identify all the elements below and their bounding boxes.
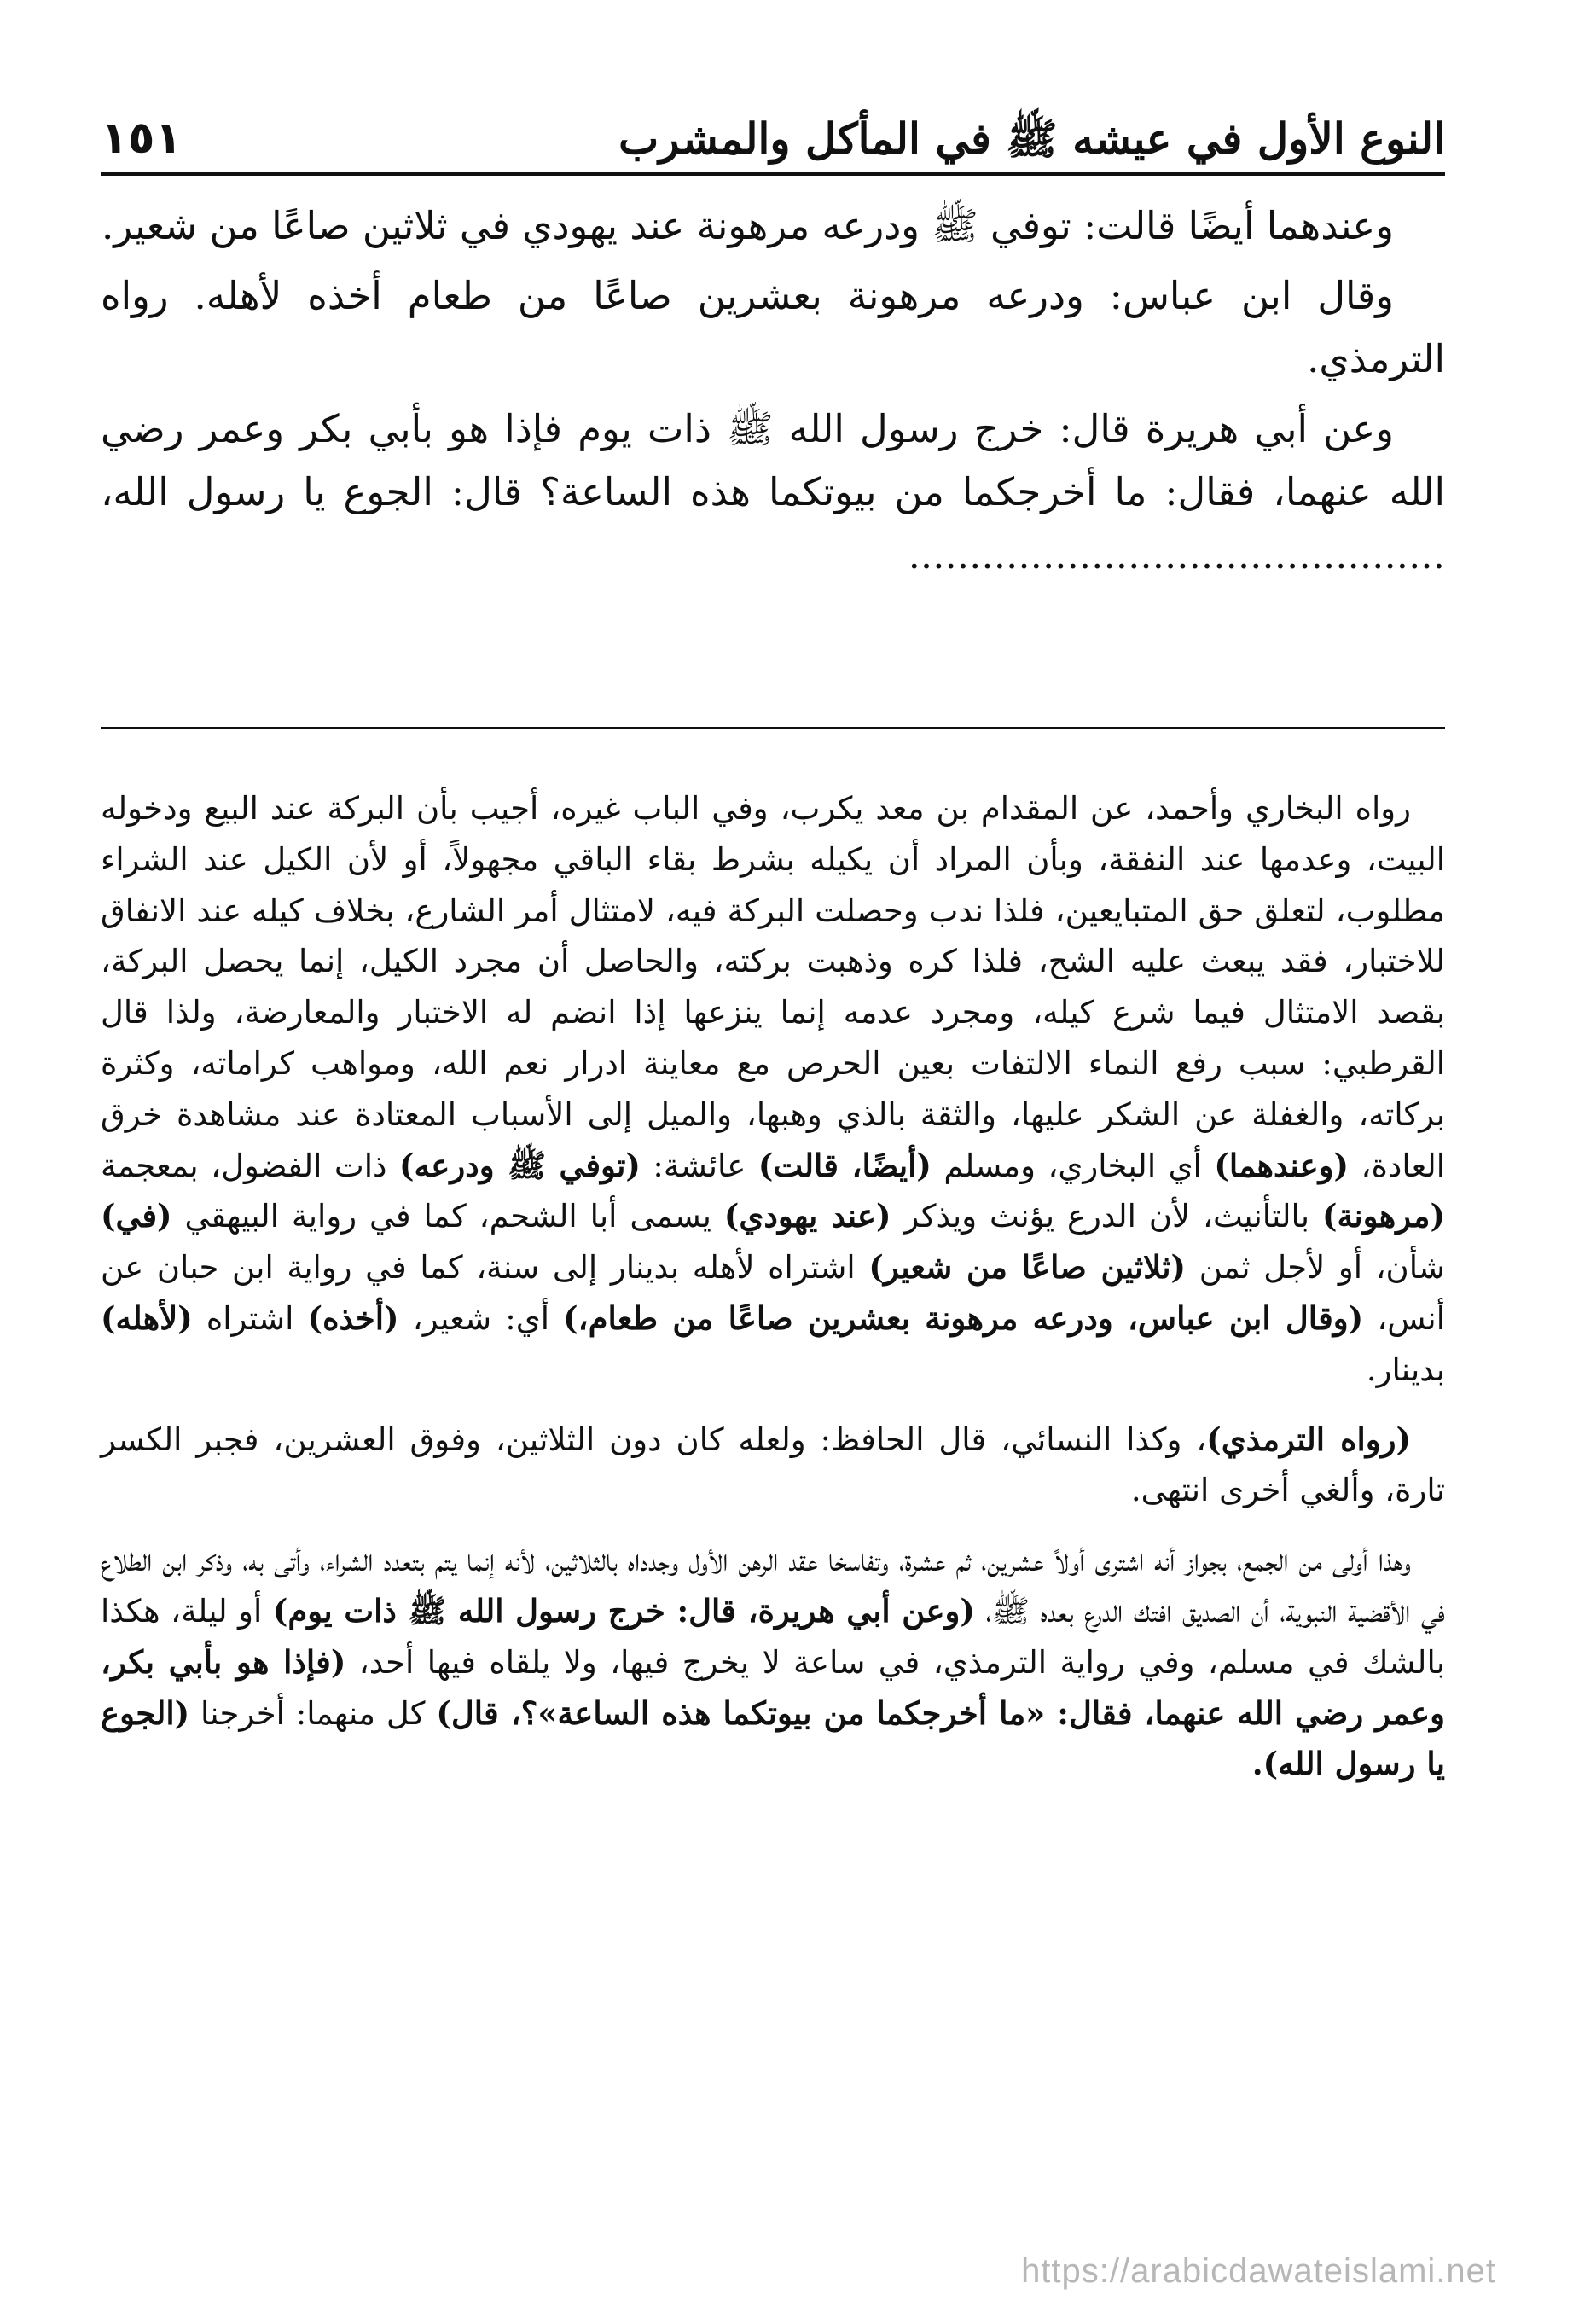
hadith-paragraph [101,398,1445,587]
commentary-quote: (أيضًا، قالت) [757,1146,932,1184]
hadith-paragraph: وقال ابن عباس: ودرعه مرهونة بعشرين صاعًا من طعام أخذه لأهله. رواه الترمذي. [101,273,1445,381]
commentary-span: يسمى أبا الشحم، كما في رواية البيهقي [184,1198,711,1235]
commentary-quote: (وعندهما) [1214,1146,1350,1184]
commentary-span: وهذا أولى من الجمع، بجواز أنه اشترى أولاً عشرين، ثم عشرة، وتفاسخا عقد الرهن الأول وجدداه بالثلاثين، لأنه إنما يتم بتعدد الشراء، وأتى به، وذكر ابن الطلاع في الأقضية النبوية، أن الصديق افتك الدرع بعده ﷺ، [101,1542,1445,1630]
hadith-text [101,195,1445,587]
commentary-separator [101,727,1445,729]
commentary-span: أي: شعير، [412,1299,549,1337]
commentary-quote: (لأهله) [101,1299,193,1337]
continuation-dots: ............................................ [908,532,1445,578]
commentary-quote: (فإذا هو بأبي بكر، وعمر رضي الله عنهما، فقال: «ما أخرجكما من بيوتكما هذه الساعة»؟، قال) [101,1642,1445,1732]
commentary-paragraph [101,1415,1445,1517]
hadith-paragraph: وعندهما أيضًا قالت: توفي ﷺ ودرعه مرهونة عند يهودي في ثلاثين صاعًا من شعير. [102,203,1394,248]
page-number: ١٥١ [101,113,183,164]
commentary-quote: (في) [101,1197,172,1235]
commentary-quote: (وعن أبي هريرة، قال: خرج رسول الله ﷺ ذات يوم) [272,1591,975,1630]
commentary-span: اشتراه لأهله بدينار إلى سنة، كما في رواية ابن حبان عن أنس، [101,1249,1446,1337]
commentary-span: أي البخاري، ومسلم [943,1147,1202,1184]
commentary-text [101,783,1445,1809]
page-header [101,92,1445,164]
commentary-quote: (مرهونة) [1322,1197,1446,1235]
commentary-span: أو ليلة، هكذا بالشك في مسلم، وفي رواية الترمذي، في ساعة لا يخرج فيها، ولا يلقاه فيها أحد، [101,1592,1446,1681]
watermark-url: https://arabicdawateislami.net [1021,2252,1496,2290]
commentary-span: ذات الفضول، بمعجمة [101,1147,387,1184]
commentary-quote: (وقال ابن عباس، ودرعه مرهونة بعشرين صاعًا من طعام،) [563,1299,1364,1337]
commentary-span: رواه البخاري وأحمد، عن المقدام بن معد يكرب، وفي الباب غيره، أجيب بأن البركة عند البيع ودخوله البيت، وعدمها عند النفقة، وبأن المراد أن يكيله بشرط بقاء الباقي مجهولاً، أو لأن الكيل عند الشراء مطلوب، لتعلق حق المتبايعين، فلذا ندب وحصلت البركة فيه، لامتثال أمر الشارع، بخلاف كيله عند الانفاق للاختبار، فقد يبعث عليه الشح، فلذا كره وذهبت بركته، والحاصل أن مجرد الكيل، إنما يحصل البركة، بقصد الامتثال فيما شرع كيله، ومجرد عدمه إنما ينزعها إذا انضم له الاختبار والمعارضة، ولذا قال القرطبي: سبب رفع النماء الالتفات بعين الحرص مع معاينة ادرار نعم الله، ومواهب كراماته، وكثرة بركاته، والغفلة عن الشكر عليها، والثقة بالذي وهبها، والميل إلى الأسباب المعتادة عند مشاهدة خرق العادة، [101,790,1446,1184]
commentary-span: عائشة: [653,1147,746,1184]
commentary-span: بالتأنيث، لأن الدرع يؤنث ويذكر [903,1198,1310,1235]
commentary-quote: (ثلاثين صاعًا من شعير) [868,1248,1187,1287]
commentary-quote: (أخذه) [307,1299,399,1337]
commentary-span: شأن، أو لأجل ثمن [1199,1249,1445,1287]
commentary-span: كل منهما: أخرجنا [200,1694,426,1732]
commentary-span: بدينار. [1366,1351,1445,1388]
commentary-quote: (عند يهودي) [723,1197,891,1235]
running-title: النوع الأول في عيشه ﷺ في المأكل والمشرب [618,113,1445,164]
commentary-paragraph [101,1535,1445,1790]
hadith-text-span: وعن أبي هريرة قال: خرج رسول الله ﷺ ذات يوم فإذا هو بأبي بكر وعمر رضي الله عنهما، فقال: ما أخرجكما من بيوتكما هذه الساعة؟ قال: الجوع يا رسول الله، [101,406,1445,514]
commentary-span: اشتراه [206,1299,294,1337]
commentary-quote: (الجوع يا رسول الله). [101,1694,1445,1783]
commentary-quote: (رواه الترمذي) [1206,1420,1411,1458]
commentary-quote: (توفي ﷺ ودرعه) [398,1146,641,1184]
commentary-paragraph [101,783,1445,1396]
commentary-span: ، وكذا النسائي، قال الحافظ: ولعله كان دون الثلاثين، وفوق العشرين، فجبر الكسر تارة، وألغي أخرى انتهى. [101,1421,1445,1509]
header-rule [101,172,1445,176]
